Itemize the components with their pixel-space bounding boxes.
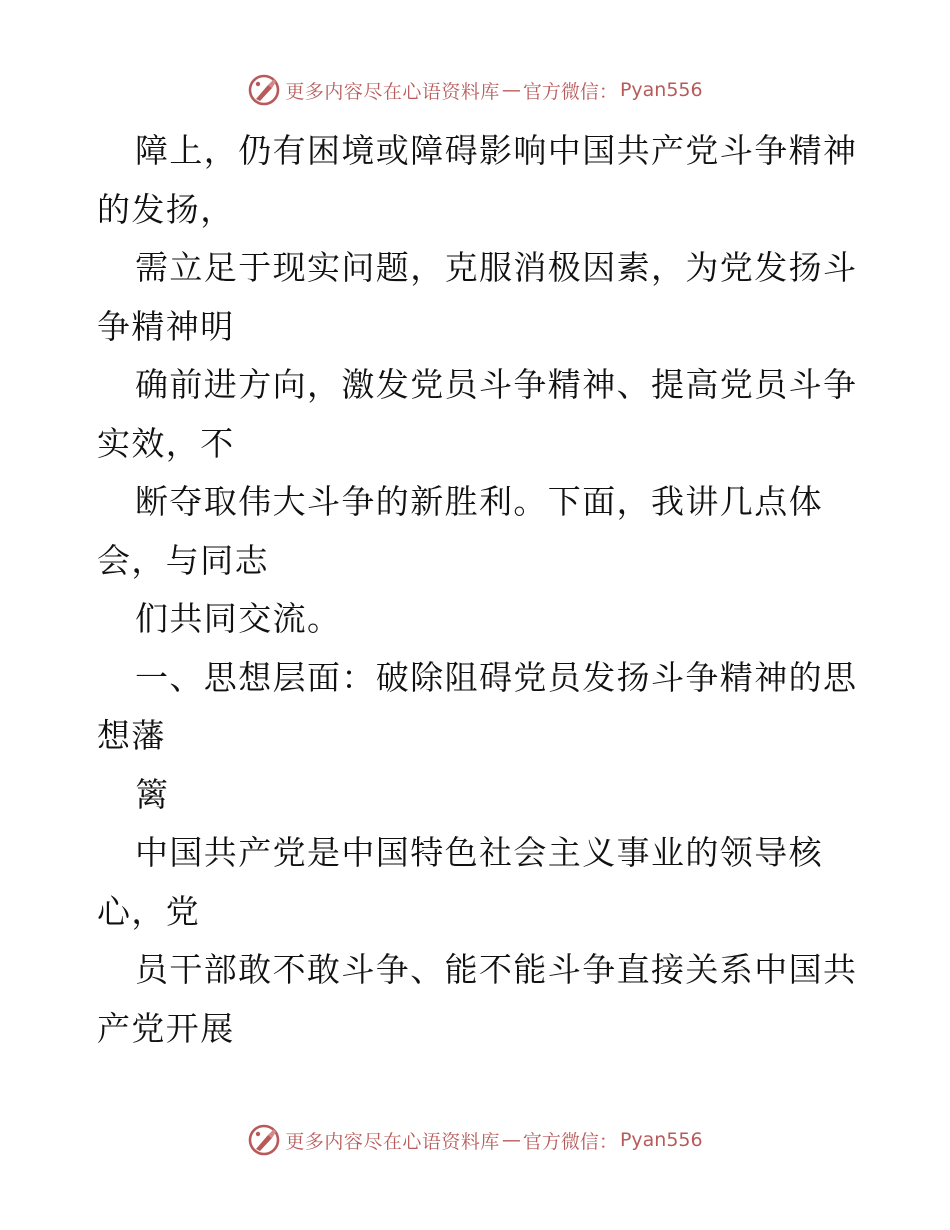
- text-line: 实效，不: [97, 423, 235, 463]
- watermark-separator: —: [501, 1129, 521, 1151]
- text-line: 争精神明: [97, 306, 235, 346]
- text-line: 确前进方向，激发党员斗争精神、提高党员斗争: [135, 365, 858, 404]
- watermark-separator: —: [501, 79, 521, 101]
- watermark-text: 更多内容尽在心语资料库: [285, 80, 500, 103]
- text-line: 员干部敢不敢斗争、能不能斗争直接关系中国共: [135, 950, 858, 989]
- watermark-wechat-label: 官方微信：: [522, 1130, 618, 1153]
- text-line: 们共同交流。: [135, 599, 342, 638]
- section-heading-line: 想藩: [97, 716, 166, 755]
- text-line: 产党开展: [97, 1008, 235, 1048]
- text-line: 的发扬，: [97, 189, 235, 229]
- watermark-wechat-id: Pyan556: [619, 79, 703, 101]
- watermark-wechat-id: Pyan556: [619, 1129, 703, 1151]
- section-heading-line: 篱: [135, 774, 170, 814]
- text-line: 断夺取伟大斗争的新胜利。下面，我讲几点体: [135, 482, 823, 521]
- footer-watermark: [0, 1120, 950, 1160]
- watermark-text: 更多内容尽在心语资料库: [285, 1130, 500, 1153]
- text-line: 障上，仍有困境或障碍影响中国共产党斗争精神: [135, 131, 858, 170]
- text-line: 需立足于现实问题，克服消极因素，为党发扬斗: [135, 248, 858, 287]
- quill-logo-icon: [247, 1123, 281, 1157]
- text-line: 中国共产党是中国特色社会主义事业的领导核: [135, 833, 823, 872]
- quill-logo-icon: [247, 73, 281, 107]
- document-body: [97, 122, 857, 1058]
- header-watermark: [0, 70, 950, 110]
- section-heading-line: 一、思想层面：破除阻碍党员发扬斗争精神的思: [135, 657, 858, 697]
- text-line: 会，与同志: [97, 540, 269, 580]
- text-line: 心，党: [97, 891, 201, 931]
- watermark-wechat-label: 官方微信：: [522, 80, 618, 103]
